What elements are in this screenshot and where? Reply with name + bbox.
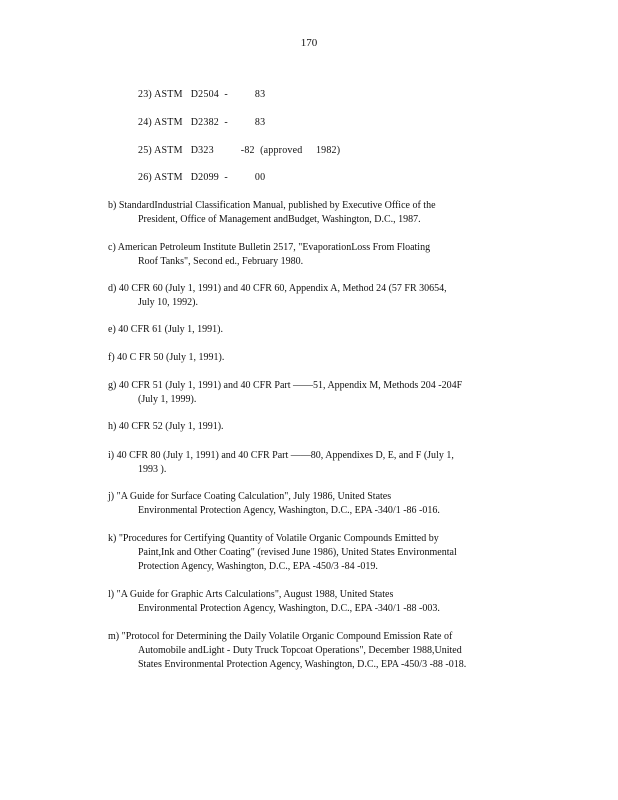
reference-f: [108, 351, 528, 365]
standard-item: 24) ASTM D2382 - 83: [138, 117, 266, 128]
reference-l: [108, 588, 528, 616]
reference-line: Environmental Protection Agency, Washington, D.C., EPA -340/1 -86 -016.: [138, 505, 440, 516]
reference-line: b) StandardIndustrial Classification Manual, published by Executive Office of the: [108, 200, 436, 211]
reference-i: [108, 449, 528, 477]
reference-line: Environmental Protection Agency, Washington, D.C., EPA -340/1 -88 -003.: [138, 603, 440, 614]
reference-line: g) 40 CFR 51 (July 1, 1991) and 40 CFR Part ——51, Appendix M, Methods 204 -204F: [108, 380, 463, 391]
standard-item: 26) ASTM D2099 - 00: [138, 172, 266, 183]
reference-line: States Environmental Protection Agency, Washington, D.C., EPA -450/3 -88 -018.: [138, 659, 467, 670]
reference-line: July 10, 1992).: [138, 297, 198, 308]
reference-line: (July 1, 1999).: [138, 394, 197, 405]
reference-line: l) "A Guide for Graphic Arts Calculations", August 1988, United States: [108, 589, 394, 600]
reference-e: [108, 323, 528, 337]
reference-line: i) 40 CFR 80 (July 1, 1991) and 40 CFR Part ——80, Appendixes D, E, and F (July 1,: [108, 450, 454, 461]
reference-line: k) "Procedures for Certifying Quantity of Volatile Organic Compounds Emitted by: [108, 533, 439, 544]
reference-line: c) American Petroleum Institute Bulletin 2517, "EvaporationLoss From Floating: [108, 242, 431, 253]
reference-line: f) 40 C FR 50 (July 1, 1991).: [108, 352, 225, 363]
reference-b: [108, 199, 528, 227]
standard-item: 25) ASTM D323 -82 (approved 1982): [138, 145, 341, 156]
page-number: 170: [300, 37, 318, 49]
reference-c: [108, 241, 528, 269]
reference-line: 1993 ).: [138, 464, 167, 475]
reference-line: j) "A Guide for Surface Coating Calculation", July 1986, United States: [108, 491, 392, 502]
standard-item: 23) ASTM D2504 - 83: [138, 89, 266, 100]
reference-line: Paint,Ink and Other Coating" (revised June 1986), United States Environmental: [138, 547, 457, 558]
reference-h: [108, 420, 528, 434]
reference-line: e) 40 CFR 61 (July 1, 1991).: [108, 324, 223, 335]
reference-line: Automobile andLight - Duty Truck Topcoat Operations", December 1988,United: [138, 645, 462, 656]
reference-m: [108, 630, 528, 672]
reference-line: President, Office of Management andBudget, Washington, D.C., 1987.: [138, 214, 421, 225]
reference-k: [108, 532, 528, 574]
reference-d: [108, 282, 528, 310]
reference-line: Protection Agency, Washington, D.C., EPA -450/3 -84 -019.: [138, 561, 378, 572]
reference-line: m) "Protocol for Determining the Daily Volatile Organic Compound Emission Rate of: [108, 631, 453, 642]
reference-line: d) 40 CFR 60 (July 1, 1991) and 40 CFR 60, Appendix A, Method 24 (57 FR 30654,: [108, 283, 447, 294]
reference-j: [108, 490, 528, 518]
reference-line: Roof Tanks", Second ed., February 1980.: [138, 256, 304, 267]
reference-g: [108, 379, 528, 407]
reference-line: h) 40 CFR 52 (July 1, 1991).: [108, 421, 224, 432]
